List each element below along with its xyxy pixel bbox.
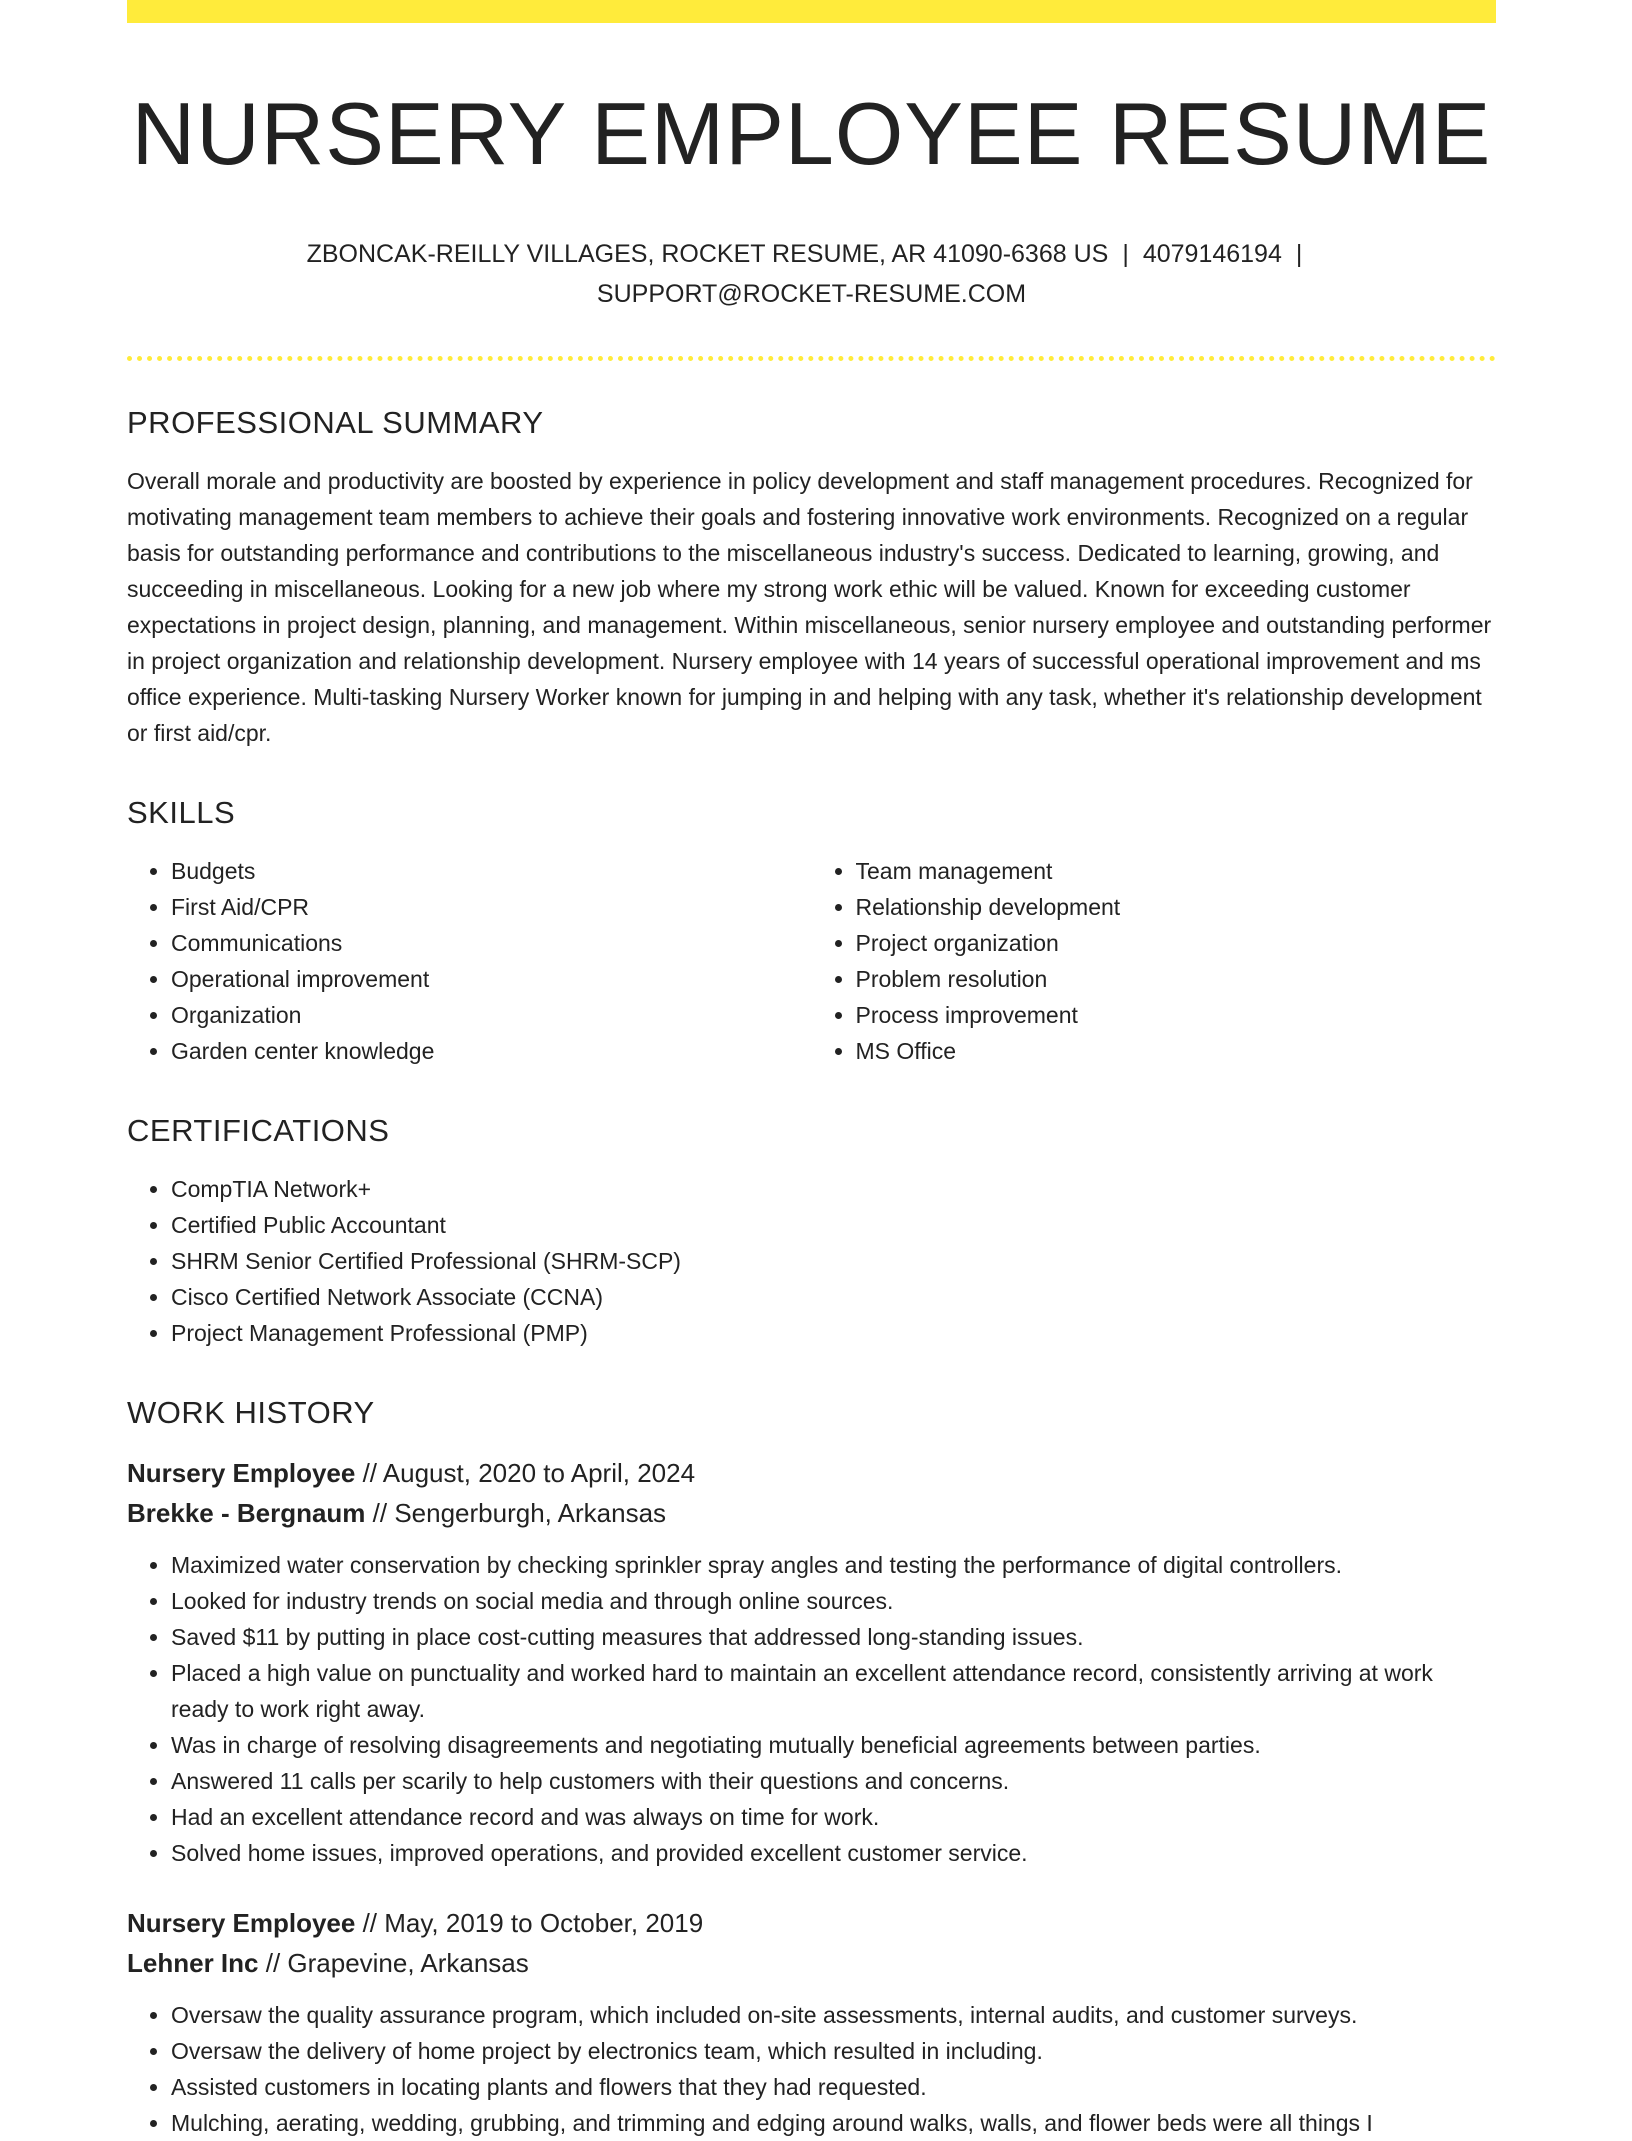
job-role: Nursery Employee	[127, 1908, 356, 1939]
resume-title: NURSERY EMPLOYEE RESUME	[131, 84, 1492, 183]
skill-item: • Operational improvement	[171, 961, 812, 997]
skills-column-left	[127, 853, 812, 1069]
skill-item: • First Aid/CPR	[171, 889, 812, 925]
work-history-heading: WORK HISTORY	[127, 1395, 375, 1431]
skill-item: • Budgets	[171, 853, 812, 889]
job-duty: • Oversaw the delivery of home project by electronics team, which resulted in including.	[171, 2033, 1496, 2069]
skill-item: • Garden center knowledge	[171, 1033, 812, 1069]
job-duty: • Was in charge of resolving disagreements and negotiating mutually beneficial agreements between parties.	[171, 1727, 1496, 1763]
summary-heading: PROFESSIONAL SUMMARY	[127, 405, 544, 441]
contact-address: ZBONCAK-REILLY VILLAGES, ROCKET RESUME, AR 41090-6368 US	[306, 240, 1109, 269]
certification-item: • Project Management Professional (PMP)	[171, 1315, 1496, 1351]
skill-item: • Communications	[171, 925, 812, 961]
certification-item: • SHRM Senior Certified Professional (SHRM-SCP)	[171, 1243, 1496, 1279]
resume-page	[127, 0, 1496, 2141]
job-dates: // May, 2019 to October, 2019	[362, 1908, 704, 1939]
skills-list	[127, 853, 1496, 1069]
job-entry	[127, 1903, 1496, 2141]
skill-item: • Team management	[856, 853, 1497, 889]
skill-item: • MS Office	[856, 1033, 1497, 1069]
job-dates: // August, 2020 to April, 2024	[362, 1458, 696, 1489]
job-duty: • Mulching, aerating, wedding, grubbing, and trimming and edging around walks, walls, and flower beds were all things I	[171, 2105, 1496, 2141]
job-entry	[127, 1453, 1496, 1871]
job-duties-list	[127, 1547, 1496, 1871]
contact-separator: |	[1295, 240, 1303, 269]
skill-item: • Relationship development	[856, 889, 1497, 925]
job-company-line	[127, 1493, 1496, 1533]
skill-item: • Organization	[171, 997, 812, 1033]
certification-item: • CompTIA Network+	[171, 1171, 1496, 1207]
job-location: // Grapevine, Arkansas	[265, 1948, 529, 1979]
job-duties-list	[127, 1997, 1496, 2141]
job-company-line	[127, 1943, 1496, 1983]
job-duty: • Had an excellent attendance record and was always on time for work.	[171, 1799, 1496, 1835]
skills-heading: SKILLS	[127, 795, 236, 831]
job-title-line	[127, 1453, 1496, 1493]
contact-email[interactable]: SUPPORT@ROCKET-RESUME.COM	[596, 280, 1027, 309]
skill-item: • Project organization	[856, 925, 1497, 961]
accent-top-bar	[127, 0, 1496, 23]
certifications-heading: CERTIFICATIONS	[127, 1113, 390, 1149]
contact-separator: |	[1122, 240, 1129, 269]
job-duty: • Maximized water conservation by checking sprinkler spray angles and testing the performance of digital controllers.	[171, 1547, 1496, 1583]
job-duty: • Answered 11 calls per scarily to help customers with their questions and concerns.	[171, 1763, 1496, 1799]
certifications-list	[127, 1171, 1496, 1351]
job-duty: • Looked for industry trends on social media and through online sources.	[171, 1583, 1496, 1619]
job-role: Nursery Employee	[127, 1458, 356, 1489]
job-company: Lehner Inc	[127, 1948, 259, 1979]
certification-item: • Cisco Certified Network Associate (CCNA)	[171, 1279, 1496, 1315]
certification-item: • Certified Public Accountant	[171, 1207, 1496, 1243]
contact-info	[127, 234, 1496, 314]
skills-column-right	[812, 853, 1497, 1069]
dotted-divider	[127, 356, 1496, 361]
job-location: // Sengerburgh, Arkansas	[372, 1498, 667, 1529]
job-duty: • Oversaw the quality assurance program, which included on-site assessments, internal audits, and customer surveys.	[171, 1997, 1496, 2033]
skill-item: • Problem resolution	[856, 961, 1497, 997]
job-duty: • Solved home issues, improved operations, and provided excellent customer service.	[171, 1835, 1496, 1871]
contact-line-2	[127, 274, 1496, 314]
job-duty: • Placed a high value on punctuality and worked hard to maintain an excellent attendance record, consistently arriving at work ready to work right away.	[171, 1655, 1496, 1727]
job-company: Brekke - Bergnaum	[127, 1498, 366, 1529]
skill-item: • Process improvement	[856, 997, 1497, 1033]
job-duty: • Saved $11 by putting in place cost-cutting measures that addressed long-standing issues.	[171, 1619, 1496, 1655]
job-duty: • Assisted customers in locating plants and flowers that they had requested.	[171, 2069, 1496, 2105]
job-title-line	[127, 1903, 1496, 1943]
contact-phone[interactable]: 4079146194	[1142, 240, 1282, 269]
contact-line-1	[127, 234, 1496, 274]
summary-text: Overall morale and productivity are boosted by experience in policy development and staff management procedures. Recognized for motivating management team members to achieve their goals and fostering innovative work environments. Recognized on a regular basis for outstanding performance and contributions to the miscellaneous industry's success. Dedicated to learning, growing, and succeeding in miscellaneous. Looking for a new job where my strong work ethic will be valued. Known for exceeding customer expectations in project design, planning, and management. Within miscellaneous, senior nursery employee and outstanding performer in project organization and relationship development. Nursery employee with 14 years of successful operational improvement and ms office experience. Multi-tasking Nursery Worker known for jumping in and helping with any task, whether it's relationship development or first aid/cpr.	[127, 468, 1492, 747]
